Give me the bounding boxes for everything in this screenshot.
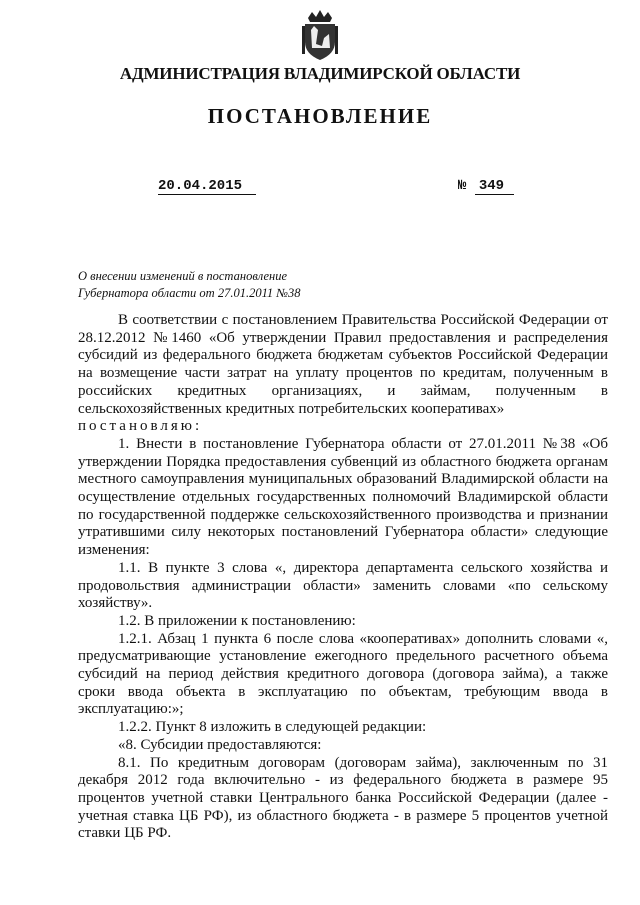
document-body xyxy=(78,312,608,843)
document-number xyxy=(458,178,514,194)
paragraph-item-8: «8. Субсидии предоставляются: xyxy=(118,736,322,753)
document-subject xyxy=(78,268,378,302)
document-type: ПОСТАНОВЛЕНИЕ xyxy=(207,104,433,128)
paragraph-item-1-2: 1.2. В приложении к постановлению: xyxy=(118,612,356,629)
paragraph-item-1-2-1: 1.2.1. Абзац 1 пункта 6 после слова «кооперативах» дополнить словами «, предусматривающие установление ежегодного предельного расчетного объема субсидий на период действия кредитного договора (договора займа), а также сроки ввода объекта в эксплуатацию по объектам, требующим ввода в эксплуатацию:»; xyxy=(78,630,608,718)
subject-line: О внесении изменений в постановление xyxy=(78,269,288,283)
paragraph-item-1: 1. Внести в постановление Губернатора области от 27.01.2011 №38 «Об утверждении Порядка предоставления субвенций из областного бюджета органам местного самоуправления муниципальных образований Владимирской области на осуществление отдельных государственных полномочий Владимирской области по государственной поддержке сельскохозяйственного производства и признании утратившими силу некоторых постановлений Губернатора области» следующие изменения: xyxy=(78,435,608,559)
number-value: 349 xyxy=(475,178,514,195)
document-date: 20.04.2015 xyxy=(158,178,256,195)
paragraph-preamble: В соответствии с постановлением Правительства Российской Федерации от 28.12.2012 №1460 «Об утверждении Правил предоставления и распределения субсидий из федерального бюджета бюджетам субъектов Российской Федерации на возмещение части затрат на уплату процентов по кредитам, полученным в российских кредитных организациях, и займам, полученным в сельскохозяйственных кредитных потребительских кооперативах» xyxy=(78,312,608,417)
subject-line: Губернатора области от 27.01.2011 №38 xyxy=(78,286,301,300)
paragraph-item-1-2-2: 1.2.2. Пункт 8 изложить в следующей редакции: xyxy=(118,719,427,736)
number-label: № xyxy=(458,178,467,194)
paragraph-item-8-1: 8.1. По кредитным договорам (договорам займа), заключенным по 31 декабря 2012 года включительно - из федерального бюджета в размере 95 процентов учетной ставки Центрального банка Российской Федерации (далее - учетная ставка ЦБ РФ), из областного бюджета - в размере 5 процентов учетной ставки ЦБ РФ. xyxy=(78,754,608,842)
coat-of-arms-icon xyxy=(300,8,340,62)
organization-name: АДМИНИСТРАЦИЯ ВЛАДИМИРСКОЙ ОБЛАСТИ xyxy=(119,64,521,83)
paragraph-resolve: постановляю: xyxy=(78,418,203,435)
paragraph-item-1-1: 1.1. В пункте 3 слова «, директора департамента сельского хозяйства и продовольствия администрации области» заменить словами «по сельскому хозяйству». xyxy=(78,559,608,612)
